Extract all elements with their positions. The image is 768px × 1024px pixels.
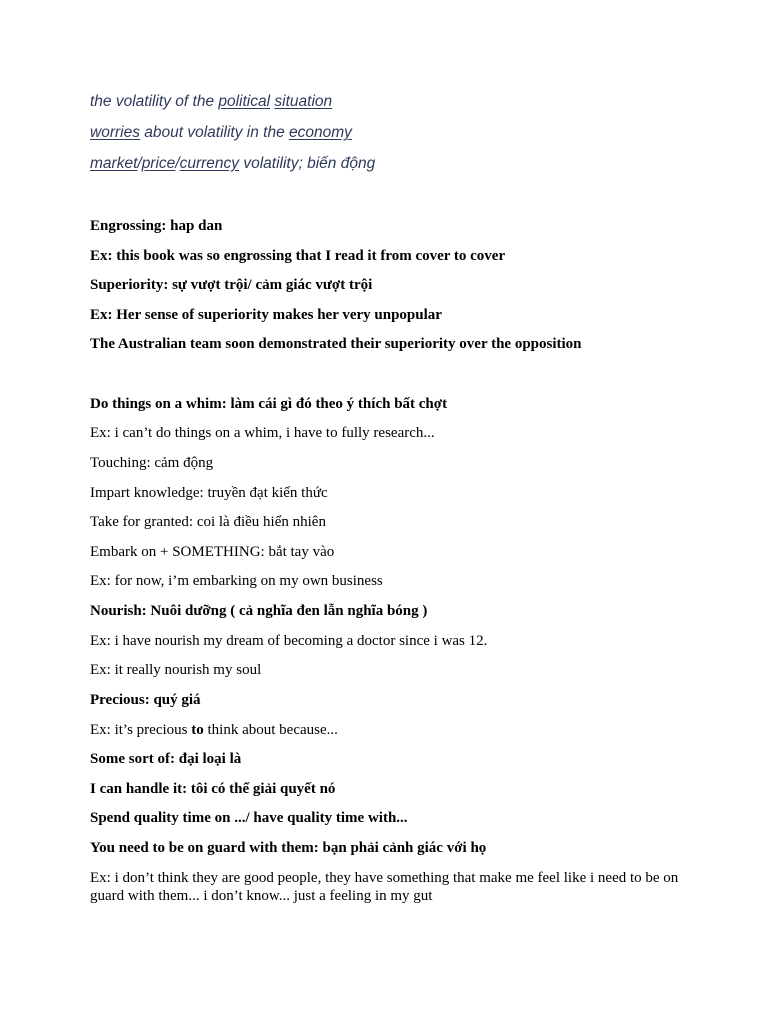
link-currency[interactable]: currency: [179, 155, 240, 172]
link-political[interactable]: political: [218, 93, 271, 110]
note-on-guard-example: Ex: i don’t think they are good people, they have something that make me feel like i need to be on guard with them... i don’t know... just a feeling in my gut: [90, 870, 679, 904]
note-engrossing: Engrossing: hap dan: [90, 218, 223, 234]
note-nourish: Nourish: Nuôi dưỡng ( cả nghĩa đen lẫn nghĩa bóng ): [90, 603, 428, 619]
note-embark-on: Embark on + SOMETHING: bắt tay vào: [90, 544, 335, 560]
note-quality-time: Spend quality time on .../ have quality time with...: [90, 810, 408, 826]
note-engrossing-example: Ex: this book was so engrossing that I read it from cover to cover: [90, 248, 506, 264]
note-nourish-example-2: Ex: it really nourish my soul: [90, 662, 262, 678]
link-worries[interactable]: worries: [90, 124, 140, 141]
note-superiority: Superiority: sự vượt trội/ cảm giác vượt trội: [90, 277, 373, 293]
note-precious-example: Ex: it’s precious to think about because...: [90, 722, 338, 738]
note-precious: Precious: quý giá: [90, 692, 201, 708]
note-touching: Touching: cảm động: [90, 455, 214, 471]
note-take-for-granted: Take for granted: coi là điều hiển nhiên: [90, 514, 326, 530]
note-whim-example: Ex: i can’t do things on a whim, i have to fully research...: [90, 425, 435, 441]
note-on-guard: You need to be on guard with them: bạn phải cảnh giác với họ: [90, 840, 487, 856]
link-economy[interactable]: economy: [289, 124, 352, 141]
note-some-sort-of: Some sort of: đại loại là: [90, 751, 242, 767]
note-superiority-example-2: The Australian team soon demonstrated their superiority over the opposition: [90, 336, 582, 352]
dictionary-example-1: the volatility of the political situation: [90, 93, 333, 110]
dictionary-example-3: market/price/currency volatility; biến động: [90, 155, 376, 172]
link-market[interactable]: market: [90, 155, 138, 172]
note-embark-example: Ex: for now, i’m embarking on my own business: [90, 573, 383, 589]
note-whim: Do things on a whim: làm cái gì đó theo ý thích bất chợt: [90, 396, 448, 412]
note-impart-knowledge: Impart knowledge: truyền đạt kiến thức: [90, 485, 328, 501]
note-handle-it: I can handle it: tôi có thể giải quyết nó: [90, 781, 336, 797]
note-nourish-example: Ex: i have nourish my dream of becoming a doctor since i was 12.: [90, 633, 488, 649]
dictionary-example-2: worries about volatility in the economy: [90, 124, 352, 141]
link-situation[interactable]: situation: [274, 93, 333, 110]
note-superiority-example: Ex: Her sense of superiority makes her very unpopular: [90, 307, 442, 323]
link-price[interactable]: price: [141, 155, 176, 172]
